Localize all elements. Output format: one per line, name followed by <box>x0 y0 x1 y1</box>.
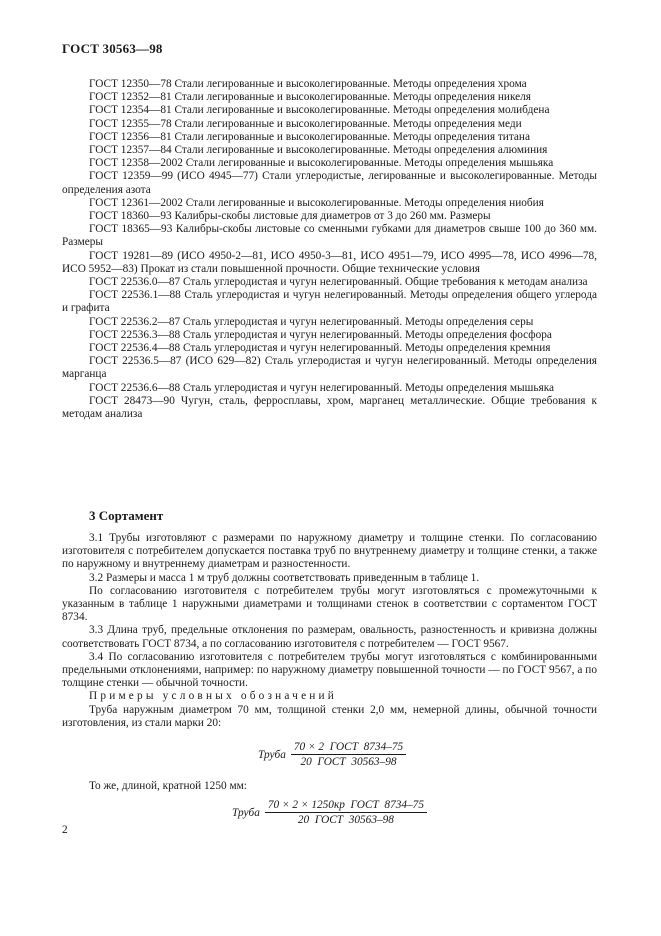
reference-item: ГОСТ 22536.4—88 Сталь углеродистая и чугун нелегированный. Методы определения кремния <box>89 342 551 355</box>
formula-fraction <box>265 799 427 826</box>
reference-item: ГОСТ 12350—78 Стали легированные и высоколегированные. Методы определения хрома <box>89 78 527 90</box>
reference-item: ГОСТ 22536.6—88 Сталь углеродистая и чугун нелегированный. Методы определения мышьяка <box>89 381 555 394</box>
designation-formula-2 <box>232 799 427 826</box>
reference-item: ГОСТ 12356—81 Стали легированные и высоколегированные. Методы определения титана <box>89 130 530 143</box>
reference-item: ГОСТ 12354—81 Стали легированные и высоколегированные. Методы определения молибдена <box>89 104 550 117</box>
reference-item: ГОСТ 22536.1—88 Сталь углеродистая и чугун нелегированный. Методы определения общего углерода и графита <box>62 289 597 315</box>
reference-item: ГОСТ 28473—90 Чугун, сталь, ферросплавы, хром, марганец металлические. Общие требования к методам анализа <box>62 394 597 421</box>
reference-item: ГОСТ 22536.0—87 Сталь углеродистая и чугун нелегированный. Общие требования к методам анализа <box>89 276 588 289</box>
paragraph: 3.2 Размеры и масса 1 м труб должны соответствовать приведенным в таблице 1. <box>89 571 480 584</box>
formula-numerator: 70 × 2 × 1250кр ГОСТ 8734–75 <box>265 799 427 813</box>
examples-heading: Примеры условных обозначений <box>89 690 338 703</box>
reference-item: ГОСТ 12361—2002 Стали легированные и высоколегированные. Методы определения ниобия <box>89 196 544 209</box>
reference-item: ГОСТ 12355—78 Стали легированные и высоколегированные. Методы определения меди <box>89 117 522 130</box>
formula-denominator: 20 ГОСТ 30563–98 <box>300 756 397 768</box>
section-title: 3 Сортамент <box>89 508 164 523</box>
reference-item: ГОСТ 22536.5—87 (ИСО 629—82) Сталь углеродистая и чугун нелегированный. Методы определения марганца <box>62 355 597 381</box>
formula-fraction <box>291 741 406 768</box>
formula-denominator: 20 ГОСТ 30563–98 <box>297 814 394 826</box>
example-description: Труба наружным диаметром 70 мм, толщиной стенки 2,0 мм, немерной длины, обычной точности изготовления, из стали марки 20: <box>62 703 597 729</box>
page-number: 2 <box>62 824 68 836</box>
reference-item: ГОСТ 18360—93 Калибры-скобы листовые для диаметров от 3 до 260 мм. Размеры <box>89 210 491 223</box>
reference-item: ГОСТ 22536.3—88 Сталь углеродистая и чугун нелегированный. Методы определения фосфора <box>89 328 552 341</box>
designation-formula-1 <box>258 741 406 768</box>
reference-item: ГОСТ 12358—2002 Стали легированные и высоколегированные. Методы определения мышьяка <box>89 157 554 170</box>
formula-label: Труба <box>232 806 260 819</box>
example-description-2: То же, длиной, кратной 1250 мм: <box>89 780 247 792</box>
paragraph: По согласованию изготовителя с потребителем трубы могут изготовляться с промежуточными к указанным в таблице 1 наружными диаметрами и толщинами стенок в соответствии с сортаментом ГОСТ 8734. <box>62 584 597 624</box>
reference-item: ГОСТ 18365—93 Калибры-скобы листовые со сменными губками для диаметров свыше 100 до 360 мм. Размеры <box>62 223 597 249</box>
formula-label: Труба <box>258 748 286 761</box>
paragraph: 3.4 По согласованию изготовителя с потребителем трубы могут изготовляться с комбинированными предельными отклонениями, например: по наружному диаметру повышенной точности — по ГОСТ 9567, а по толщине стенки — обычной точности. <box>62 650 597 690</box>
formula-numerator: 70 × 2 ГОСТ 8734–75 <box>291 741 406 755</box>
paragraph: 3.1 Трубы изготовляют с размерами по наружному диаметру и толщине стенки. По согласованию изготовителя с потребителем допускается поставка труб по внутреннему диаметру и толщине стенки, а также по наружному и внутреннему диаметрам и разностенности. <box>62 532 597 571</box>
normative-references-list <box>62 78 597 421</box>
reference-item: ГОСТ 19281—89 (ИСО 4950-2—81, ИСО 4950-3—81, ИСО 4951—79, ИСО 4995—78, ИСО 4996—78, ИСО 5952—83) Прокат из стали повышенной прочности. Общие технические условия <box>62 249 597 275</box>
reference-item: ГОСТ 12352—81 Стали легированные и высоколегированные. Методы определения никеля <box>89 91 531 104</box>
page-header-title: ГОСТ 30563—98 <box>62 41 163 56</box>
reference-item: ГОСТ 12357—84 Стали легированные и высоколегированные. Методы определения алюминия <box>89 144 548 157</box>
section-body <box>62 532 597 730</box>
reference-item: ГОСТ 12359—99 (ИСО 4945—77) Стали углеродистые, легированные и высоколегированные. Методы определения азота <box>62 170 597 196</box>
reference-item: ГОСТ 22536.2—87 Сталь углеродистая и чугун нелегированный. Методы определения серы <box>89 315 534 328</box>
paragraph: 3.3 Длина труб, предельные отклонения по размерам, овальность, разностенность и кривизна должны соответствовать ГОСТ 8734, а по согласованию изготовителя с потребителем — ГОСТ 9567. <box>62 624 597 650</box>
